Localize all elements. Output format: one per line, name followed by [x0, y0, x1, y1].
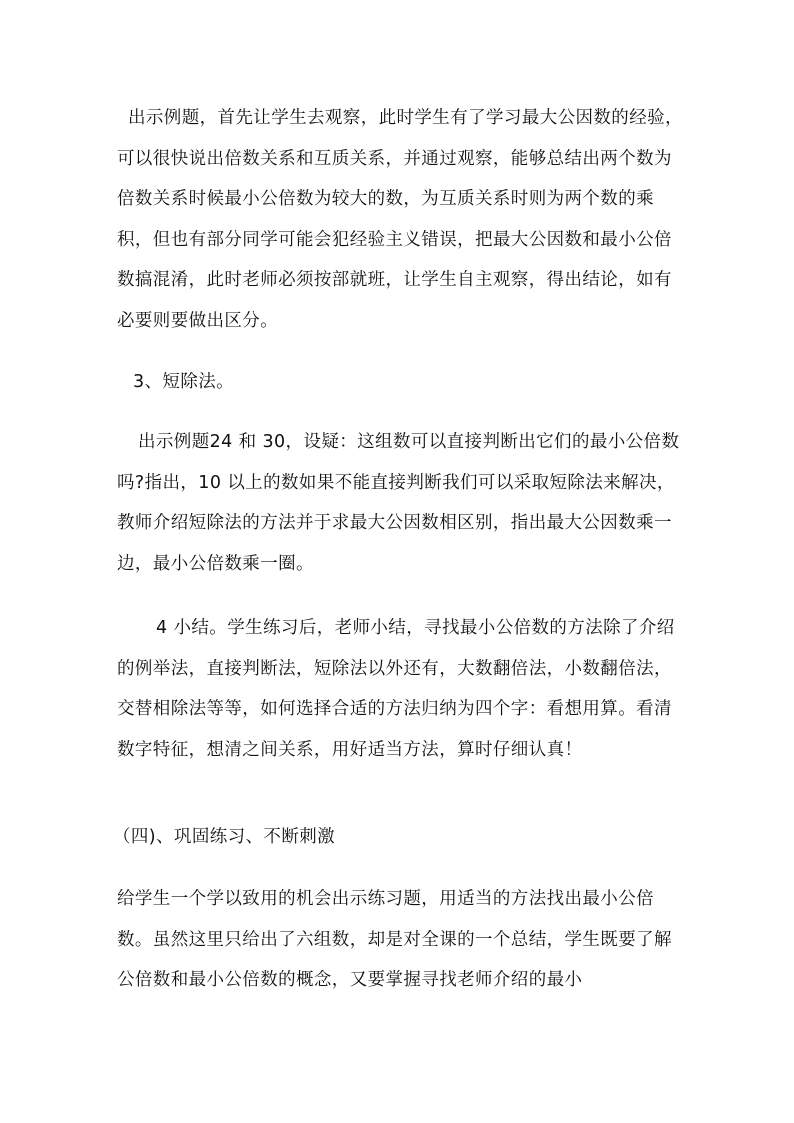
- paragraph-short-division-example: 出示例题24 和 30，设疑：这组数可以直接判断出它们的最小公倍数吗?指出，10 以上的数如果不能直接判断我们可以采取短除法来解决，教师介绍短除法的方法并于求最大公因数相区别，指出最大公因数乘一边，最小公倍数乘一圈。: [117, 432, 680, 574]
- heading-consolidation-practice: （四)、巩固练习、不断刺激: [113, 827, 336, 847]
- paragraph-practice: 给学生一个学以致用的机会出示练习题，用适当的方法找出最小公倍数。虽然这里只给出了六组数，却是对全课的一个总结，学生既要了解公倍数和最小公倍数的概念，又要掌握寻找老师介绍的最小: [117, 889, 672, 991]
- paragraph-summary: 4 小结。学生练习后，老师小结，寻找最小公倍数的方法除了介绍的例举法，直接判断法，短除法以外还有，大数翻倍法，小数翻倍法，交替相除法等等，如何选择合适的方法归纳为四个字：看想用算。看清数字特征，想清之间关系，用好适当方法，算时仔细认真！: [117, 618, 675, 760]
- paragraph-example-observation: 出示例题，首先让学生去观察，此时学生有了学习最大公因数的经验，可以很快说出倍数关系和互质关系，并通过观察，能够总结出两个数为倍数关系时候最小公倍数为较大的数，为互质关系时则为两个数的乘积，但也有部分同学可能会犯经验主义错误，把最大公因数和最小公倍数搞混淆，此时老师必须按部就班，让学生自主观察，得出结论，如有必要则要做出区分。: [117, 108, 683, 331]
- heading-short-division: 3、短除法。: [133, 372, 235, 392]
